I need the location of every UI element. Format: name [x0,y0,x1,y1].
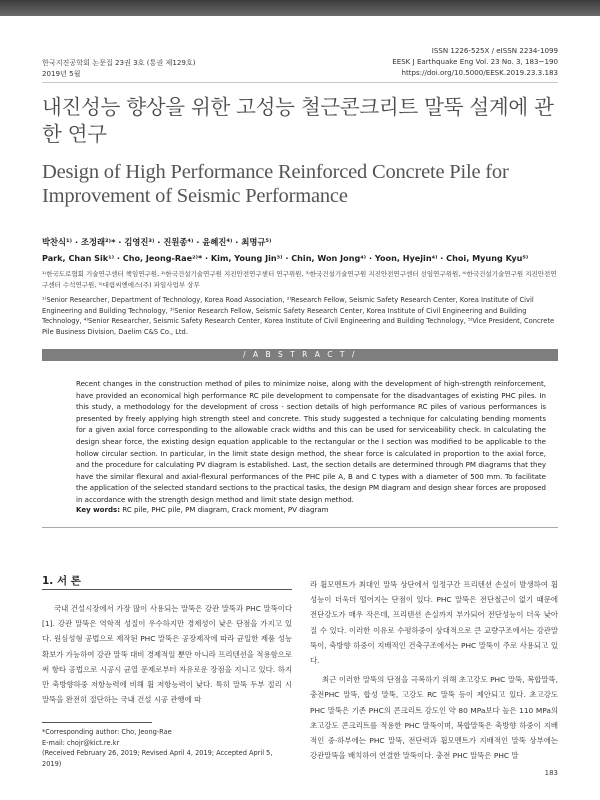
abstract-label: / A B S T R A C T / [243,350,357,359]
body-column-right [310,577,558,763]
section-heading: 1. 서 론 [42,575,81,587]
journal-name-ko: 한국지진공학회 논문집 23권 3호 (통권 제129호) [42,58,196,67]
corresponding-author: *Corresponding author: Cho, Jeong-Rae [42,728,172,736]
title-english: Design of High Performance Reinforced Concrete Pile for Improvement of Seismic Performance [42,161,509,207]
issue-date-ko: 2019년 5월 [42,69,81,78]
issn: ISSN 1226-525X / eISSN 2234-1099 [431,46,558,55]
journal-header-left [42,57,196,79]
body-paragraph: 국내 건설시장에서 가장 많이 사용되는 말뚝은 강관 말뚝과 PHC 말뚝이다[1]. 강관 말뚝은 역학적 성질이 우수하지만 경제성이 낮은 단점을 가지고 있다. 원심성형 공법으로 제작된 PHC 말뚝은 공장제작에 따라 균일한 제품 성능 확보가 가능하여 강관 말뚝 대비 경제적일 뿐만 아니라 프리텐션을 적용함으로써 항타 공법으로 시공시 균열 문제로부터 자유로운 장점을 지니고 있다. 하지만 축방향하중 저항능력에 비해 휨 저항능력이 낮다. 특히 말뚝 두부 절리 시 말뚝을 완전히 절단하는 국내 건설 시공 관행에 따 [42,604,292,705]
keywords-divider [42,527,558,528]
keywords-list: RC pile, PHC pile, PM diagram, Crack moment, PV diagram [122,505,329,514]
header-divider [42,82,558,83]
doi-link[interactable]: https://doi.org/10.5000/EESK.2019.23.3.183 [401,68,558,77]
section-heading-rule [42,589,292,590]
journal-name-en: EESK J Earthquake Eng Vol. 23 No. 3, 183~190 [392,57,558,66]
footnote [42,727,292,769]
keywords-label: Key words: [76,505,121,514]
received-dates: (Received February 26, 2019; Revised April 4, 2019; Accepted April 5, 2019) [42,749,273,768]
authors-english: Park, Chan Sik¹⁾ · Cho, Jeong-Rae²⁾* · Kim, Young Jin³⁾ · Chin, Won Jong⁴⁾ · Yoon, Hyejin⁴⁾ · Choi, Myung Kyu⁵⁾ [42,253,529,263]
title-korean: 내진성능 향상을 위한 고성능 철근콘크리트 말뚝 설계에 관한 연구 [42,95,554,146]
author-email[interactable]: E-mail: chojr@kict.re.kr [42,738,120,747]
body-paragraph: 최근 이러한 말뚝의 단점을 극복하기 위해 초고강도 PHC 말뚝, 복합말뚝, 충전PHC 말뚝, 합성 말뚝, 고강도 RC 말뚝 등이 제안되고 있다. 초고강도 PHC 말뚝은 기존 PHC의 콘크리트 강도인 약 80 MPa보다 높은 110 MPa의 초고강도 콘크리트를 적용한 PHC 말뚝이며, 복합말뚝은 축방향 하중이 지배적인 중·하부에는 PHC 말뚝, 전단력과 휨모멘트가 지배적인 말뚝 상부에는 강관말뚝을 배치하여 연결한 말뚝이다. 충전 PHC 말뚝은 PHC 말 [310,675,558,761]
keywords [76,505,546,514]
body-paragraph: 라 휨모멘트가 최대인 말뚝 상단에서 일정구간 프리텐션 손실이 발생하여 휨성능이 더욱더 떨어지는 단점이 있다. PHC 말뚝은 전단철근이 없기 때문에 전단강도가 매우 작은데, 프리텐션 손실까지 부가되어 전단성능이 더욱 낮아질 수 있다. 이러한 이유로 수평하중이 상대적으로 큰 교량구조에서는 강관말뚝이, 축방향 하중이 지배적인 건축구조에서는 PHC 말뚝이 주로 사용되고 있다. [310,580,558,666]
footnote-divider [42,722,152,723]
journal-header-right [392,45,558,78]
page-number: 183 [544,769,558,777]
top-banner [0,0,600,16]
body-column-left [42,601,292,707]
affiliations-english: ¹⁾Senior Researcher, Department of Technology, Korea Road Association, ²⁾Research Fellow, Seismic Safety Research Center, Korea Institute of Civil Engineering and Building Technology, ³⁾Senior Research Fellow, Seismic Safety Research Center, Korea Institute of Civil Engineering and Building Technology, ⁴⁾Senior Researcher, Seismic Safety Research Center, Korea Institute of Civil Engineering and Building Technology, ⁵⁾Vice President, Concrete Pile Business Division, Daelim C&S Co., Ltd. [42,296,555,336]
abstract-text: Recent changes in the construction method of piles to minimize noise, along with the development of high-strength reinforcement, have provided an economical high performance RC pile development to compensate for the disadvantages of existing PHC piles. In this study, a methodology for the development of cross - section details of high performance RC piles of various performances is presented by freely applying high strength steel and concrete. This study suggested a technique for calculating bending moments for a given axial force corresponding to the allowable crack widths and this can be used for serviceability check. In calculating the design shear force, the existing design equation applicable to the rectangular or the I section was modified to be applicable to the hollow circular section. In particular, in the limit state design method, the shear force is calculated in proportion to the axial force, and the procedure for calculating PV diagram is established. Last, the section details are determined through PM diagrams that they have the similar flexural and axial-flexural performances of the PHC pile A, B and C types with a diameter of 500 mm. To facilitate the application of the selected standard sections to the practical tasks, the design PM diagram and design shear forces are proposed in accordance with the strength design method and limit state design method. [76,379,546,504]
authors-korean: 박찬식¹⁾ · 조정래²⁾* · 김영진³⁾ · 진원종⁴⁾ · 윤혜진⁴⁾ · 최명규⁵⁾ [42,237,272,247]
affiliations-korean: ¹⁾한국도로협회 기술연구센터 책임연구원, ²⁾한국건설기술연구원 지진안전연구센터 연구위원, ³⁾한국건설기술연구원 지진안전연구센터 선임연구위원, ⁴⁾한국건설기술연구원 지진안전연구센터 수석연구원, ⁵⁾대림씨엔에스(주) 파일사업부 상무 [42,270,557,289]
abstract-banner [42,349,558,361]
